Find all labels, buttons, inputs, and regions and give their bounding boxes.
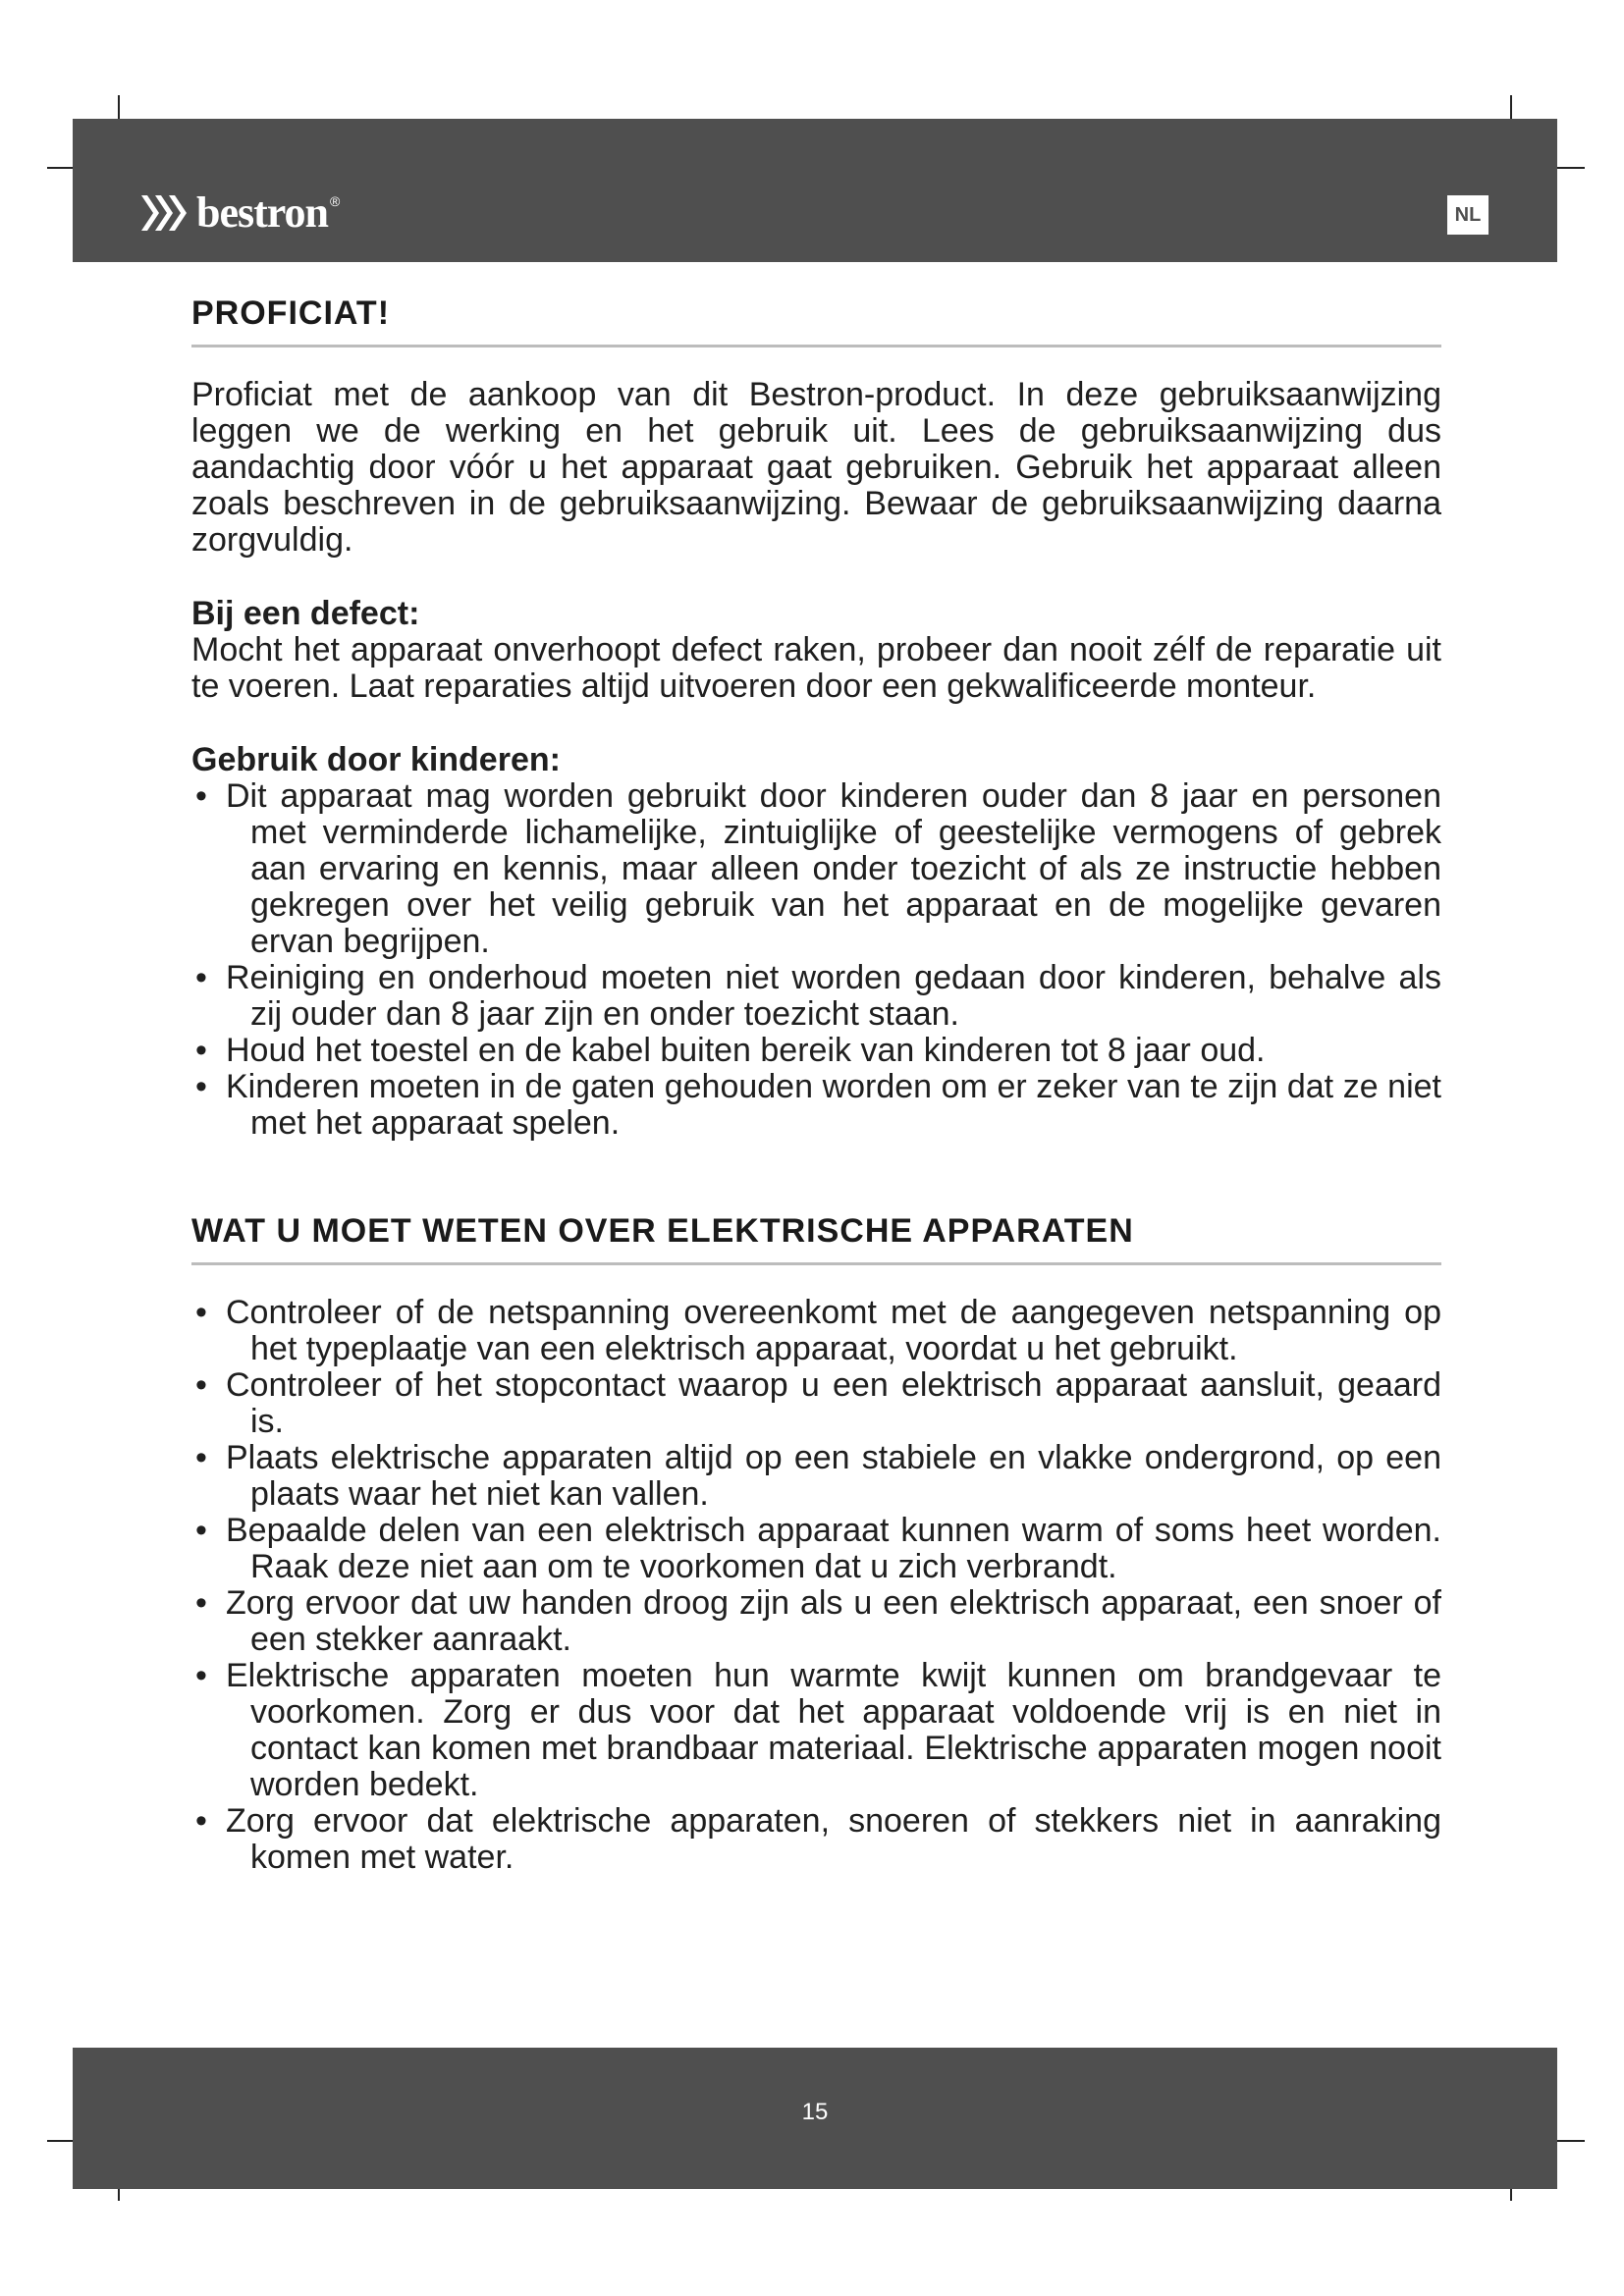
list-item-text: Bepaalde delen van een elektrisch apparaat kunnen warm of soms heet worden. Raak deze niet aan om te voorkomen dat u zich verbrandt. xyxy=(226,1512,1441,1585)
bullet-icon: • xyxy=(195,777,207,815)
bullet-icon: • xyxy=(195,1512,207,1549)
header-band xyxy=(73,119,1557,262)
list-item-text: Dit apparaat mag worden gebruikt door kinderen ouder dan 8 jaar en personen met verminderde lichamelijke, zintuiglijke of geestelijke vermogens of gebrek aan ervaring en kennis, maar alleen onder toezicht of als ze instructie hebben gekregen over het veilig gebruik van het apparaat en de mogelijke gevaren ervan begrijpen. xyxy=(226,777,1441,960)
list-item-text: Zorg ervoor dat uw handen droog zijn als u een elektrisch apparaat, een snoer of een stekker aanraakt. xyxy=(226,1584,1441,1658)
bullet-icon: • xyxy=(195,1068,207,1105)
section-title-electrical: WAT U MOET WETEN OVER ELEKTRISCHE APPARATEN xyxy=(191,1212,1441,1265)
list-item-text: Controleer of het stopcontact waarop u een elektrisch apparaat aansluit, geaard is. xyxy=(226,1366,1441,1440)
section-title-proficiat: PROFICIAT! xyxy=(191,294,1441,347)
chevron-logo-icon xyxy=(139,193,189,233)
language-badge: NL xyxy=(1447,195,1489,235)
list-item xyxy=(191,1658,1441,1803)
bullet-icon: • xyxy=(195,1439,207,1476)
children-list xyxy=(191,778,1441,1142)
list-item-text: Elektrische apparaten moeten hun warmte kwijt kunnen om brandgevaar te voorkomen. Zorg er dus voor dat het apparaat voldoende vrij is en niet in contact kan komen met brandbaar materiaal. Elektrische apparaten mogen nooit worden bedekt. xyxy=(226,1657,1441,1803)
intro-paragraph: Proficiat met de aankoop van dit Bestron-product. In deze gebruiksaanwijzing leggen we de werking en het gebruik uit. Lees de gebruiksaanwijzing dus aandachtig door vóór u het apparaat gaat gebruiken. Gebruik het apparaat alleen zoals beschreven in de gebruiksaanwijzing. Bewaar de gebruiksaanwijzing daarna zorgvuldig. xyxy=(191,376,1441,559)
bullet-icon: • xyxy=(195,1802,207,1840)
registered-mark: ® xyxy=(329,193,341,209)
bullet-icon: • xyxy=(195,1294,207,1331)
page-content xyxy=(191,294,1441,1876)
list-item xyxy=(191,960,1441,1033)
bullet-icon: • xyxy=(195,1657,207,1694)
list-item xyxy=(191,1069,1441,1142)
brand-logo xyxy=(139,188,341,237)
list-item xyxy=(191,1295,1441,1367)
list-item xyxy=(191,1033,1441,1069)
footer-band xyxy=(73,2048,1557,2189)
list-item-text: Reiniging en onderhoud moeten niet worden gedaan door kinderen, behalve als zij ouder dan 8 jaar zijn en onder toezicht staan. xyxy=(226,959,1441,1033)
list-item-text: Zorg ervoor dat elektrische apparaten, snoeren of stekkers niet in aanraking komen met water. xyxy=(226,1802,1441,1876)
list-item xyxy=(191,1513,1441,1585)
list-item-text: Controleer of de netspanning overeenkomt met de aangegeven netspanning op het typeplaatje van een elektrisch apparaat, voordat u het gebruikt. xyxy=(226,1294,1441,1367)
bullet-icon: • xyxy=(195,1032,207,1069)
list-item xyxy=(191,1440,1441,1513)
list-item-text: Houd het toestel en de kabel buiten bereik van kinderen tot 8 jaar oud. xyxy=(226,1032,1266,1069)
page-number: 15 xyxy=(801,2099,829,2125)
children-heading: Gebruik door kinderen: xyxy=(191,741,561,778)
electrical-list xyxy=(191,1295,1441,1876)
bullet-icon: • xyxy=(195,1584,207,1622)
list-item xyxy=(191,1585,1441,1658)
list-item-text: Kinderen moeten in de gaten gehouden worden om er zeker van te zijn dat ze niet met het apparaat spelen. xyxy=(226,1068,1441,1142)
list-item-text: Plaats elektrische apparaten altijd op een stabiele en vlakke ondergrond, op een plaats waar het niet kan vallen. xyxy=(226,1439,1441,1513)
list-item xyxy=(191,1803,1441,1876)
list-item xyxy=(191,778,1441,960)
defect-heading: Bij een defect: xyxy=(191,595,420,632)
bullet-icon: • xyxy=(195,1366,207,1404)
brand-name: bestron xyxy=(196,188,328,237)
bullet-icon: • xyxy=(195,959,207,996)
list-item xyxy=(191,1367,1441,1440)
defect-paragraph: Mocht het apparaat onverhoopt defect raken, probeer dan nooit zélf de reparatie uit te voeren. Laat reparaties altijd uitvoeren door een gekwalificeerde monteur. xyxy=(191,631,1441,705)
